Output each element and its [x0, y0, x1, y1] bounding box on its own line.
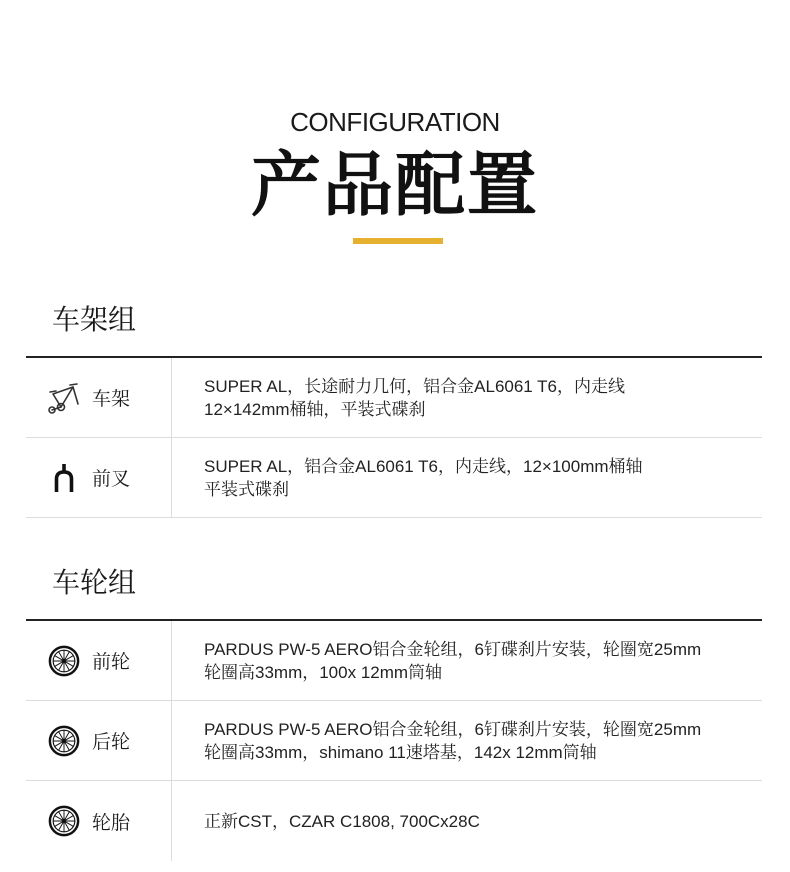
row-label: 轮胎	[92, 812, 131, 834]
section-title-frame: 车架组	[52, 304, 137, 335]
page-title: 产品配置	[251, 146, 539, 224]
row-value-line: 轮圈高33mm，shimano 11速塔基，142x 12mm筒轴	[204, 742, 597, 762]
row-value-cell	[172, 438, 762, 517]
row-label: 前叉	[92, 469, 131, 490]
section-title-wheels: 车轮组	[52, 567, 137, 598]
wheel-icon-graphic	[48, 805, 80, 837]
wheel-icon	[46, 803, 82, 839]
wheel-icon	[46, 723, 82, 759]
row-label-cell	[26, 438, 172, 517]
row-label-cell	[26, 701, 172, 780]
row-label-cell	[26, 621, 172, 700]
wheel-icon-graphic	[48, 645, 80, 677]
row-value-line: 12×142mm桶轴，平装式碟刹	[204, 399, 426, 419]
wheel-icon-graphic	[48, 725, 80, 757]
spec-table-frame	[26, 356, 762, 518]
table-row	[26, 701, 762, 781]
row-value-cell	[172, 621, 762, 700]
row-label-cell	[26, 781, 172, 861]
row-value-cell	[172, 781, 762, 861]
row-value-line: PARDUS PW-5 AERO铝合金轮组，6钉碟刹片安装，轮圈宽25mm	[204, 639, 702, 659]
row-value-line: SUPER AL，铝合金AL6061 T6，内走线，12×100mm桶轴	[204, 456, 643, 476]
row-value-line: 平装式碟刹	[204, 479, 289, 499]
row-label: 后轮	[92, 732, 131, 753]
row-value-line: 正新CST，CZAR C1808, 700Cx28C	[204, 811, 480, 831]
row-value-line: PARDUS PW-5 AERO铝合金轮组，6钉碟刹片安装，轮圈宽25mm	[204, 719, 702, 739]
fork-icon-graphic	[53, 464, 75, 492]
bike-frame-icon-graphic	[46, 380, 82, 416]
wheel-icon	[46, 643, 82, 679]
row-label: 车架	[92, 389, 131, 410]
row-value-cell	[172, 358, 762, 437]
spec-table-wheels	[26, 619, 762, 861]
table-row	[26, 781, 762, 861]
fork-icon	[46, 460, 82, 496]
title-accent-bar	[353, 238, 443, 244]
bike-frame-icon	[46, 380, 82, 416]
table-row	[26, 621, 762, 701]
table-row	[26, 438, 762, 518]
row-value-cell	[172, 701, 762, 780]
row-label-cell	[26, 358, 172, 437]
row-value-line: 轮圈高33mm，100x 12mm筒轴	[204, 662, 443, 682]
table-row	[26, 358, 762, 438]
row-label: 前轮	[92, 652, 131, 673]
page-subtitle: CONFIGURATION	[290, 107, 500, 137]
row-value-line: SUPER AL，长途耐力几何，铝合金AL6061 T6，内走线	[204, 376, 626, 396]
